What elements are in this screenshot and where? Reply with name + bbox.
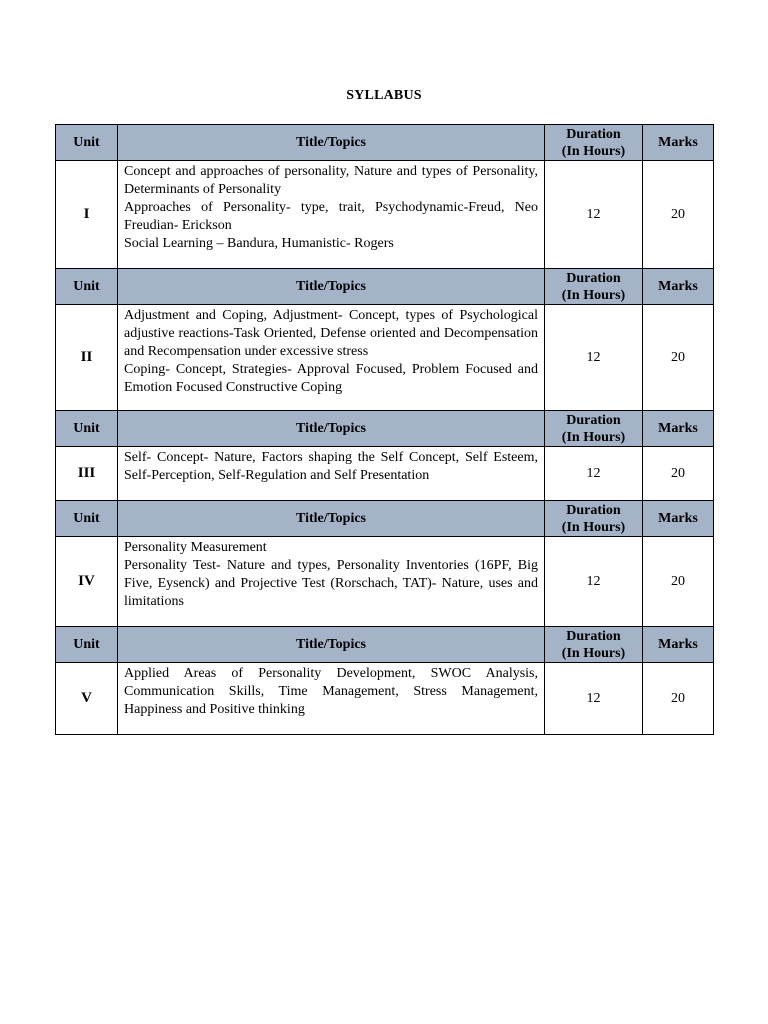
page-title: SYLLABUS [346, 88, 422, 103]
header-title-topics: Title/Topics [118, 627, 545, 663]
syllabus-table [55, 124, 714, 735]
header-title-topics: Title/Topics [118, 501, 545, 537]
header-marks: Marks [643, 269, 714, 305]
header-marks: Marks [643, 125, 714, 161]
table-row [56, 663, 714, 735]
header-unit: Unit [56, 125, 118, 161]
header-duration [545, 411, 643, 447]
header-marks: Marks [643, 627, 714, 663]
unit-topics [118, 447, 545, 501]
unit-number: IV [56, 537, 118, 627]
unit-topics [118, 161, 545, 269]
syllabus-table-body [56, 125, 714, 735]
header-marks: Marks [643, 411, 714, 447]
unit-marks: 20 [643, 447, 714, 501]
unit-topics [118, 305, 545, 411]
unit-duration: 12 [545, 537, 643, 627]
header-duration-line2: (In Hours) [561, 645, 626, 661]
table-header-row [56, 411, 714, 447]
header-duration-line2: (In Hours) [561, 143, 626, 159]
unit-number: I [56, 161, 118, 269]
unit-duration: 12 [545, 161, 643, 269]
header-duration-line1: Duration [566, 126, 621, 142]
header-duration-line2: (In Hours) [561, 519, 626, 535]
topic-line: Applied Areas of Personality Development, SWOC Analysis, Communication Skills, Time Management, Stress Management, Happiness and Positive thinking [124, 666, 538, 717]
unit-marks: 20 [643, 161, 714, 269]
unit-marks: 20 [643, 305, 714, 411]
table-row [56, 161, 714, 269]
header-duration [545, 627, 643, 663]
unit-marks: 20 [643, 537, 714, 627]
unit-duration: 12 [545, 305, 643, 411]
unit-topics [118, 537, 545, 627]
topic-line: Coping- Concept, Strategies- Approval Focused, Problem Focused and Emotion Focused Constructive Coping [124, 362, 538, 395]
topic-line: Concept and approaches of personality, Nature and types of Personality, Determinants of Personality [124, 164, 538, 197]
header-title-topics: Title/Topics [118, 125, 545, 161]
table-header-row [56, 269, 714, 305]
header-duration [545, 269, 643, 305]
table-header-row [56, 627, 714, 663]
table-row [56, 305, 714, 411]
header-duration [545, 501, 643, 537]
header-duration-line1: Duration [566, 412, 621, 428]
header-unit: Unit [56, 411, 118, 447]
header-marks: Marks [643, 501, 714, 537]
topic-line: Approaches of Personality- type, trait, Psychodynamic-Freud, Neo Freudian- Erickson [124, 200, 538, 233]
unit-marks: 20 [643, 663, 714, 735]
topic-line: Adjustment and Coping, Adjustment- Concept, types of Psychological adjustive reactions-Task Oriented, Defense oriented and Decompensation and Recompensation under excessive stress [124, 308, 538, 359]
header-title-topics: Title/Topics [118, 411, 545, 447]
topic-line: Personality Test- Nature and types, Personality Inventories (16PF, Big Five, Eysenck) and Projective Test (Rorschach, TAT)- Nature, uses and limitations [124, 558, 538, 609]
header-duration [545, 125, 643, 161]
header-duration-line2: (In Hours) [561, 429, 626, 445]
header-duration-line2: (In Hours) [561, 287, 626, 303]
unit-topics [118, 663, 545, 735]
header-duration-line1: Duration [566, 502, 621, 518]
header-unit: Unit [56, 627, 118, 663]
table-header-row [56, 501, 714, 537]
table-row [56, 447, 714, 501]
unit-number: III [56, 447, 118, 501]
topic-line: Personality Measurement [124, 540, 267, 555]
header-title-topics: Title/Topics [118, 269, 545, 305]
header-unit: Unit [56, 269, 118, 305]
header-duration-line1: Duration [566, 270, 621, 286]
header-unit: Unit [56, 501, 118, 537]
table-header-row [56, 125, 714, 161]
unit-duration: 12 [545, 447, 643, 501]
header-duration-line1: Duration [566, 628, 621, 644]
table-row [56, 537, 714, 627]
unit-number: V [56, 663, 118, 735]
unit-number: II [56, 305, 118, 411]
topic-line: Self- Concept- Nature, Factors shaping the Self Concept, Self Esteem, Self-Perception, Self-Regulation and Self Presentation [124, 450, 538, 483]
topic-line: Social Learning – Bandura, Humanistic- Rogers [124, 236, 394, 251]
unit-duration: 12 [545, 663, 643, 735]
